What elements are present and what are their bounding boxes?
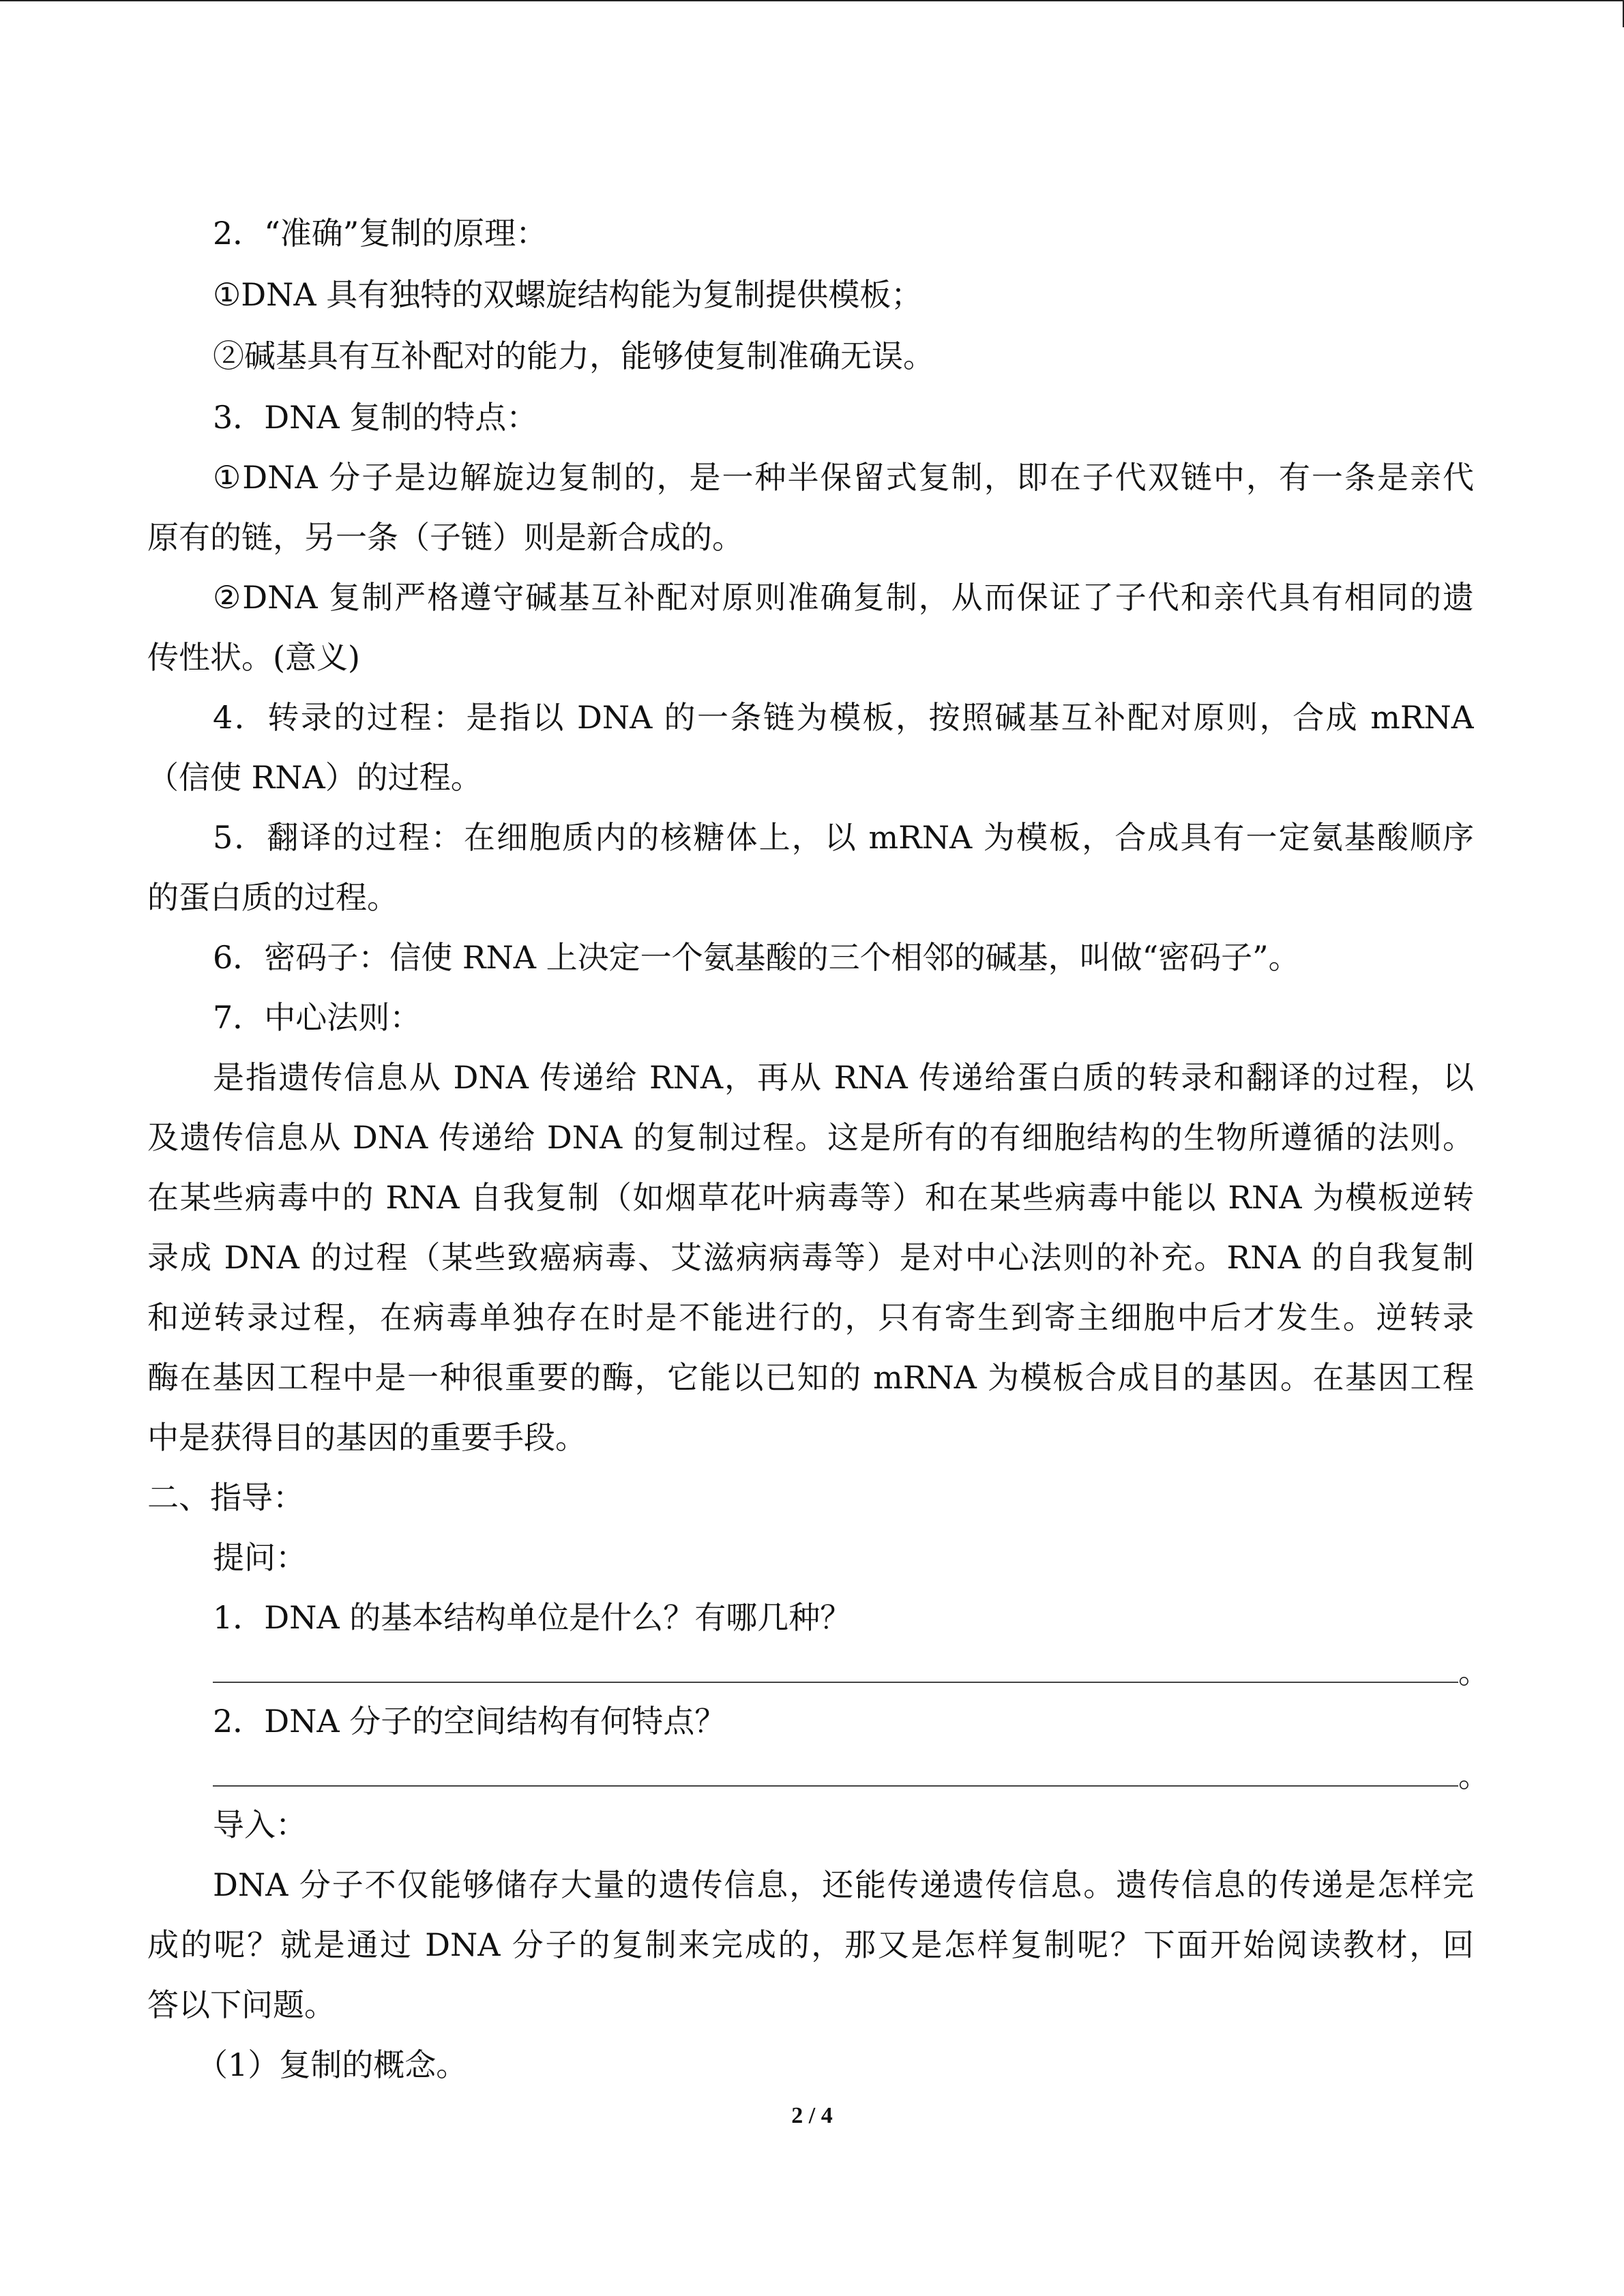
text-line: 2．“准确”复制的原理： (213, 215, 548, 252)
page-number: 2 / 4 (791, 2103, 833, 2128)
blank-suffix: 。 (1458, 1757, 1490, 1794)
blank-suffix: 。 (1458, 1654, 1490, 1690)
text-line: 导入： (213, 1806, 307, 1843)
text-line: 4．转录的过程：是指以 DNA 的一条链为模板，按照碱基互补配对原则，合成 mRNA (213, 699, 1474, 736)
text-line: 6．密码子：信使 RNA 上决定一个氨基酸的三个相邻的碱基，叫做“密码子”。 (213, 939, 1300, 976)
text-line: ②碱基具有互补配对的能力，能够使复制准确无误。 (213, 338, 934, 374)
question-2: 2．DNA 分子的空间结构有何特点？ (213, 1703, 726, 1740)
section-heading: 二、指导： (147, 1479, 304, 1516)
text-line: 及遗传信息从 DNA 传递给 DNA 的复制过程。这是所有的有细胞结构的生物所遵循的法则。 (147, 1119, 1474, 1156)
answer-rule (213, 1761, 1458, 1787)
answer-blank-1 (213, 1652, 1490, 1693)
text-line: 传性状。(意义) (147, 639, 360, 676)
text-line: （信使 RNA）的过程。 (147, 759, 482, 796)
text-line: 是指遗传信息从 DNA 传递给 RNA，再从 RNA 传递给蛋白质的转录和翻译的过程，以 (213, 1059, 1474, 1096)
text-line: ②DNA 复制严格遵守碱基互补配对原则准确复制，从而保证了子代和亲代具有相同的遗 (213, 579, 1474, 616)
text-line: 提问： (213, 1539, 307, 1576)
text-line: （1）复制的概念。 (196, 2046, 468, 2083)
text-line: ①DNA 分子是边解旋边复制的，是一种半保留式复制，即在子代双链中，有一条是亲代 (213, 459, 1474, 496)
text-line: 录成 DNA 的过程（某些致癌病毒、艾滋病病毒等）是对中心法则的补充。RNA 的自我复制 (147, 1239, 1474, 1276)
text-line: 成的呢？就是通过 DNA 分子的复制来完成的，那又是怎样复制呢？下面开始阅读教材，回 (147, 1926, 1474, 1963)
text-line: 在某些病毒中的 RNA 自我复制（如烟草花叶病毒等）和在某些病毒中能以 RNA 为模板逆转 (147, 1179, 1474, 1216)
text-line: 酶在基因工程中是一种很重要的酶，它能以已知的 mRNA 为模板合成目的基因。在基因工程 (147, 1359, 1474, 1396)
text-line: 3．DNA 复制的特点： (213, 399, 538, 436)
text-line: 5．翻译的过程：在细胞质内的核糖体上，以 mRNA 为模板，合成具有一定氨基酸顺序 (213, 819, 1474, 856)
text-line: 的蛋白质的过程。 (147, 879, 398, 916)
text-line: 和逆转录过程，在病毒单独存在时是不能进行的，只有寄生到寄主细胞中后才发生。逆转录 (147, 1299, 1474, 1336)
text-line: 7．中心法则： (213, 999, 422, 1036)
text-line: 原有的链，另一条（子链）则是新合成的。 (147, 519, 743, 556)
answer-rule (213, 1657, 1458, 1683)
question-1: 1．DNA 的基本结构单位是什么？有哪几种？ (213, 1599, 852, 1636)
text-line: 答以下问题。 (147, 1986, 336, 2023)
text-line: DNA 分子不仅能够储存大量的遗传信息，还能传递遗传信息。遗传信息的传递是怎样完 (213, 1866, 1474, 1903)
text-line: ①DNA 具有独特的双螺旋结构能为复制提供模板； (213, 276, 923, 313)
text-line: 中是获得目的基因的重要手段。 (147, 1419, 587, 1456)
answer-blank-2 (213, 1755, 1490, 1796)
